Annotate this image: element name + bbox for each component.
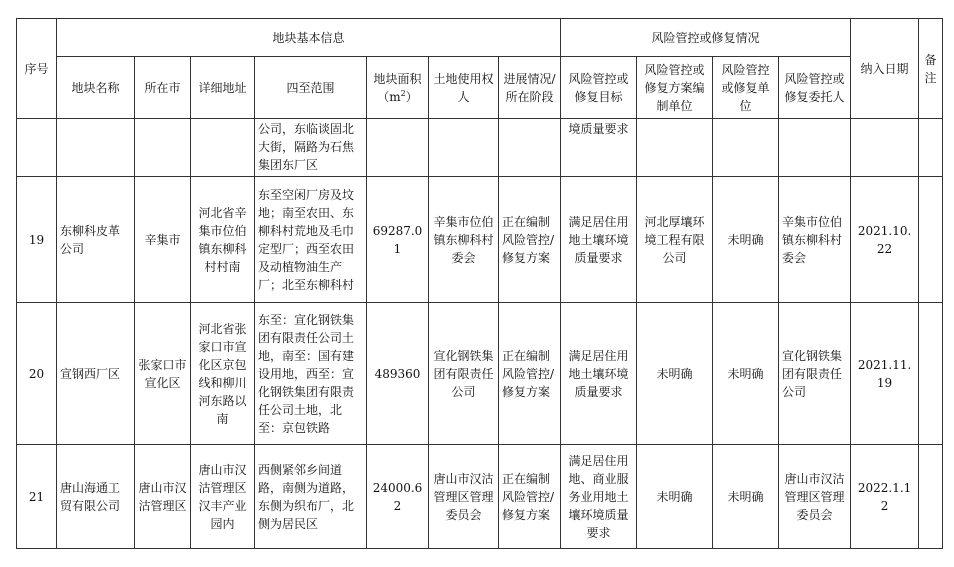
cell-city: 唐山市汉沽管理区	[135, 445, 191, 549]
cell-seq	[17, 119, 57, 177]
cell-client: 唐山市汉沽管理区管理委员会	[779, 445, 851, 549]
header-area	[367, 57, 429, 119]
header-row-1	[17, 19, 943, 57]
cell-exec-unit: 未明确	[713, 303, 779, 445]
cell-bounds: 东至空闲厂房及坟地；南至农田、东柳科村荒地及毛巾定型厂；西至农田及动植物油生产厂；北至东柳科村	[255, 177, 367, 303]
header-remark: 备注	[919, 19, 943, 119]
cell-plan-unit: 河北厚壤环境工程有限公司	[637, 177, 713, 303]
cell-progress: 正在编制风险管控/修复方案	[499, 177, 561, 303]
cell-plan-unit	[637, 119, 713, 177]
cell-date: 2021.10.22	[851, 177, 919, 303]
cell-seq: 20	[17, 303, 57, 445]
header-progress: 进展情况/所在阶段	[499, 57, 561, 119]
header-group-basic-info: 地块基本信息	[57, 19, 561, 57]
table-row	[17, 303, 943, 445]
cell-exec-unit: 未明确	[713, 177, 779, 303]
cell-progress: 正在编制风险管控/修复方案	[499, 303, 561, 445]
cell-plan-unit: 未明确	[637, 303, 713, 445]
header-owner: 土地使用权人	[429, 57, 499, 119]
cell-exec-unit: 未明确	[713, 445, 779, 549]
cell-city: 辛集市	[135, 177, 191, 303]
cell-bounds: 东至：宣化钢铁集团有限责任公司土地，南至：国有建设用地，西至：宣化钢铁集团有限责任公司土地，北至：京包铁路	[255, 303, 367, 445]
header-date: 纳入日期	[851, 19, 919, 119]
cell-exec-unit	[713, 119, 779, 177]
header-area-unit-open: （m	[377, 89, 401, 104]
cell-date	[851, 119, 919, 177]
header-plan-unit: 风险管控或修复方案编制单位	[637, 57, 713, 119]
header-exec-unit: 风险管控或修复单位	[713, 57, 779, 119]
cell-remark	[919, 445, 943, 549]
contaminated-site-table	[16, 18, 943, 549]
cell-site-name: 宣钢西厂区	[57, 303, 135, 445]
cell-owner: 唐山市汉沽管理区管理委员会	[429, 445, 499, 549]
cell-date: 2021.11.19	[851, 303, 919, 445]
cell-address: 河北省张家口市宣化区京包线和柳川河东路以南	[191, 303, 255, 445]
cell-seq: 19	[17, 177, 57, 303]
cell-city	[135, 119, 191, 177]
cell-owner	[429, 119, 499, 177]
header-address: 详细地址	[191, 57, 255, 119]
header-bounds: 四至范围	[255, 57, 367, 119]
cell-seq: 21	[17, 445, 57, 549]
header-seq: 序号	[17, 19, 57, 119]
cell-remark	[919, 177, 943, 303]
cell-site-name: 唐山海通工贸有限公司	[57, 445, 135, 549]
header-area-unit-close: ）	[405, 89, 418, 104]
cell-address: 河北省辛集市位伯镇东柳科村村南	[191, 177, 255, 303]
cell-address	[191, 119, 255, 177]
cell-area: 489360	[367, 303, 429, 445]
cell-remark	[919, 119, 943, 177]
cell-progress: 正在编制风险管控/修复方案	[499, 445, 561, 549]
cell-site-name	[57, 119, 135, 177]
cell-address: 唐山市汉沽管理区汉丰产业园内	[191, 445, 255, 549]
cell-area: 69287.01	[367, 177, 429, 303]
header-group-risk-control: 风险管控或修复情况	[561, 19, 851, 57]
cell-client: 辛集市位伯镇东柳科村委会	[779, 177, 851, 303]
cell-site-name: 东柳科皮革公司	[57, 177, 135, 303]
table-row	[17, 445, 943, 549]
header-client: 风险管控或修复委托人	[779, 57, 851, 119]
cell-owner: 宣化钢铁集团有限责任公司	[429, 303, 499, 445]
cell-target: 满足居住用地、商业服务业用地土壤环境质量要求	[561, 445, 637, 549]
cell-owner: 辛集市位伯镇东柳科村委会	[429, 177, 499, 303]
header-row-2	[17, 57, 943, 119]
cell-remark	[919, 303, 943, 445]
cell-bounds: 西侧紧邻乡间道路，南侧为道路，东侧为织布厂，北侧为居民区	[255, 445, 367, 549]
header-city: 所在市	[135, 57, 191, 119]
cell-plan-unit: 未明确	[637, 445, 713, 549]
cell-bounds: 公司，东临谈固北大街，隔路为石焦集团东厂区	[255, 119, 367, 177]
header-target: 风险管控或修复目标	[561, 57, 637, 119]
cell-target: 满足居住用地土壤环境质量要求	[561, 303, 637, 445]
cell-client	[779, 119, 851, 177]
header-site-name: 地块名称	[57, 57, 135, 119]
cell-target: 境质量要求	[561, 119, 637, 177]
cell-area	[367, 119, 429, 177]
table-row	[17, 119, 943, 177]
cell-progress	[499, 119, 561, 177]
cell-city: 张家口市宣化区	[135, 303, 191, 445]
header-area-unit-sup: 2	[400, 88, 406, 98]
table-row	[17, 177, 943, 303]
cell-area: 24000.62	[367, 445, 429, 549]
header-area-label: 地块面积	[373, 71, 422, 86]
cell-date: 2022.1.12	[851, 445, 919, 549]
cell-target: 满足居住用地土壤环境质量要求	[561, 177, 637, 303]
cell-client: 宣化钢铁集团有限责任公司	[779, 303, 851, 445]
